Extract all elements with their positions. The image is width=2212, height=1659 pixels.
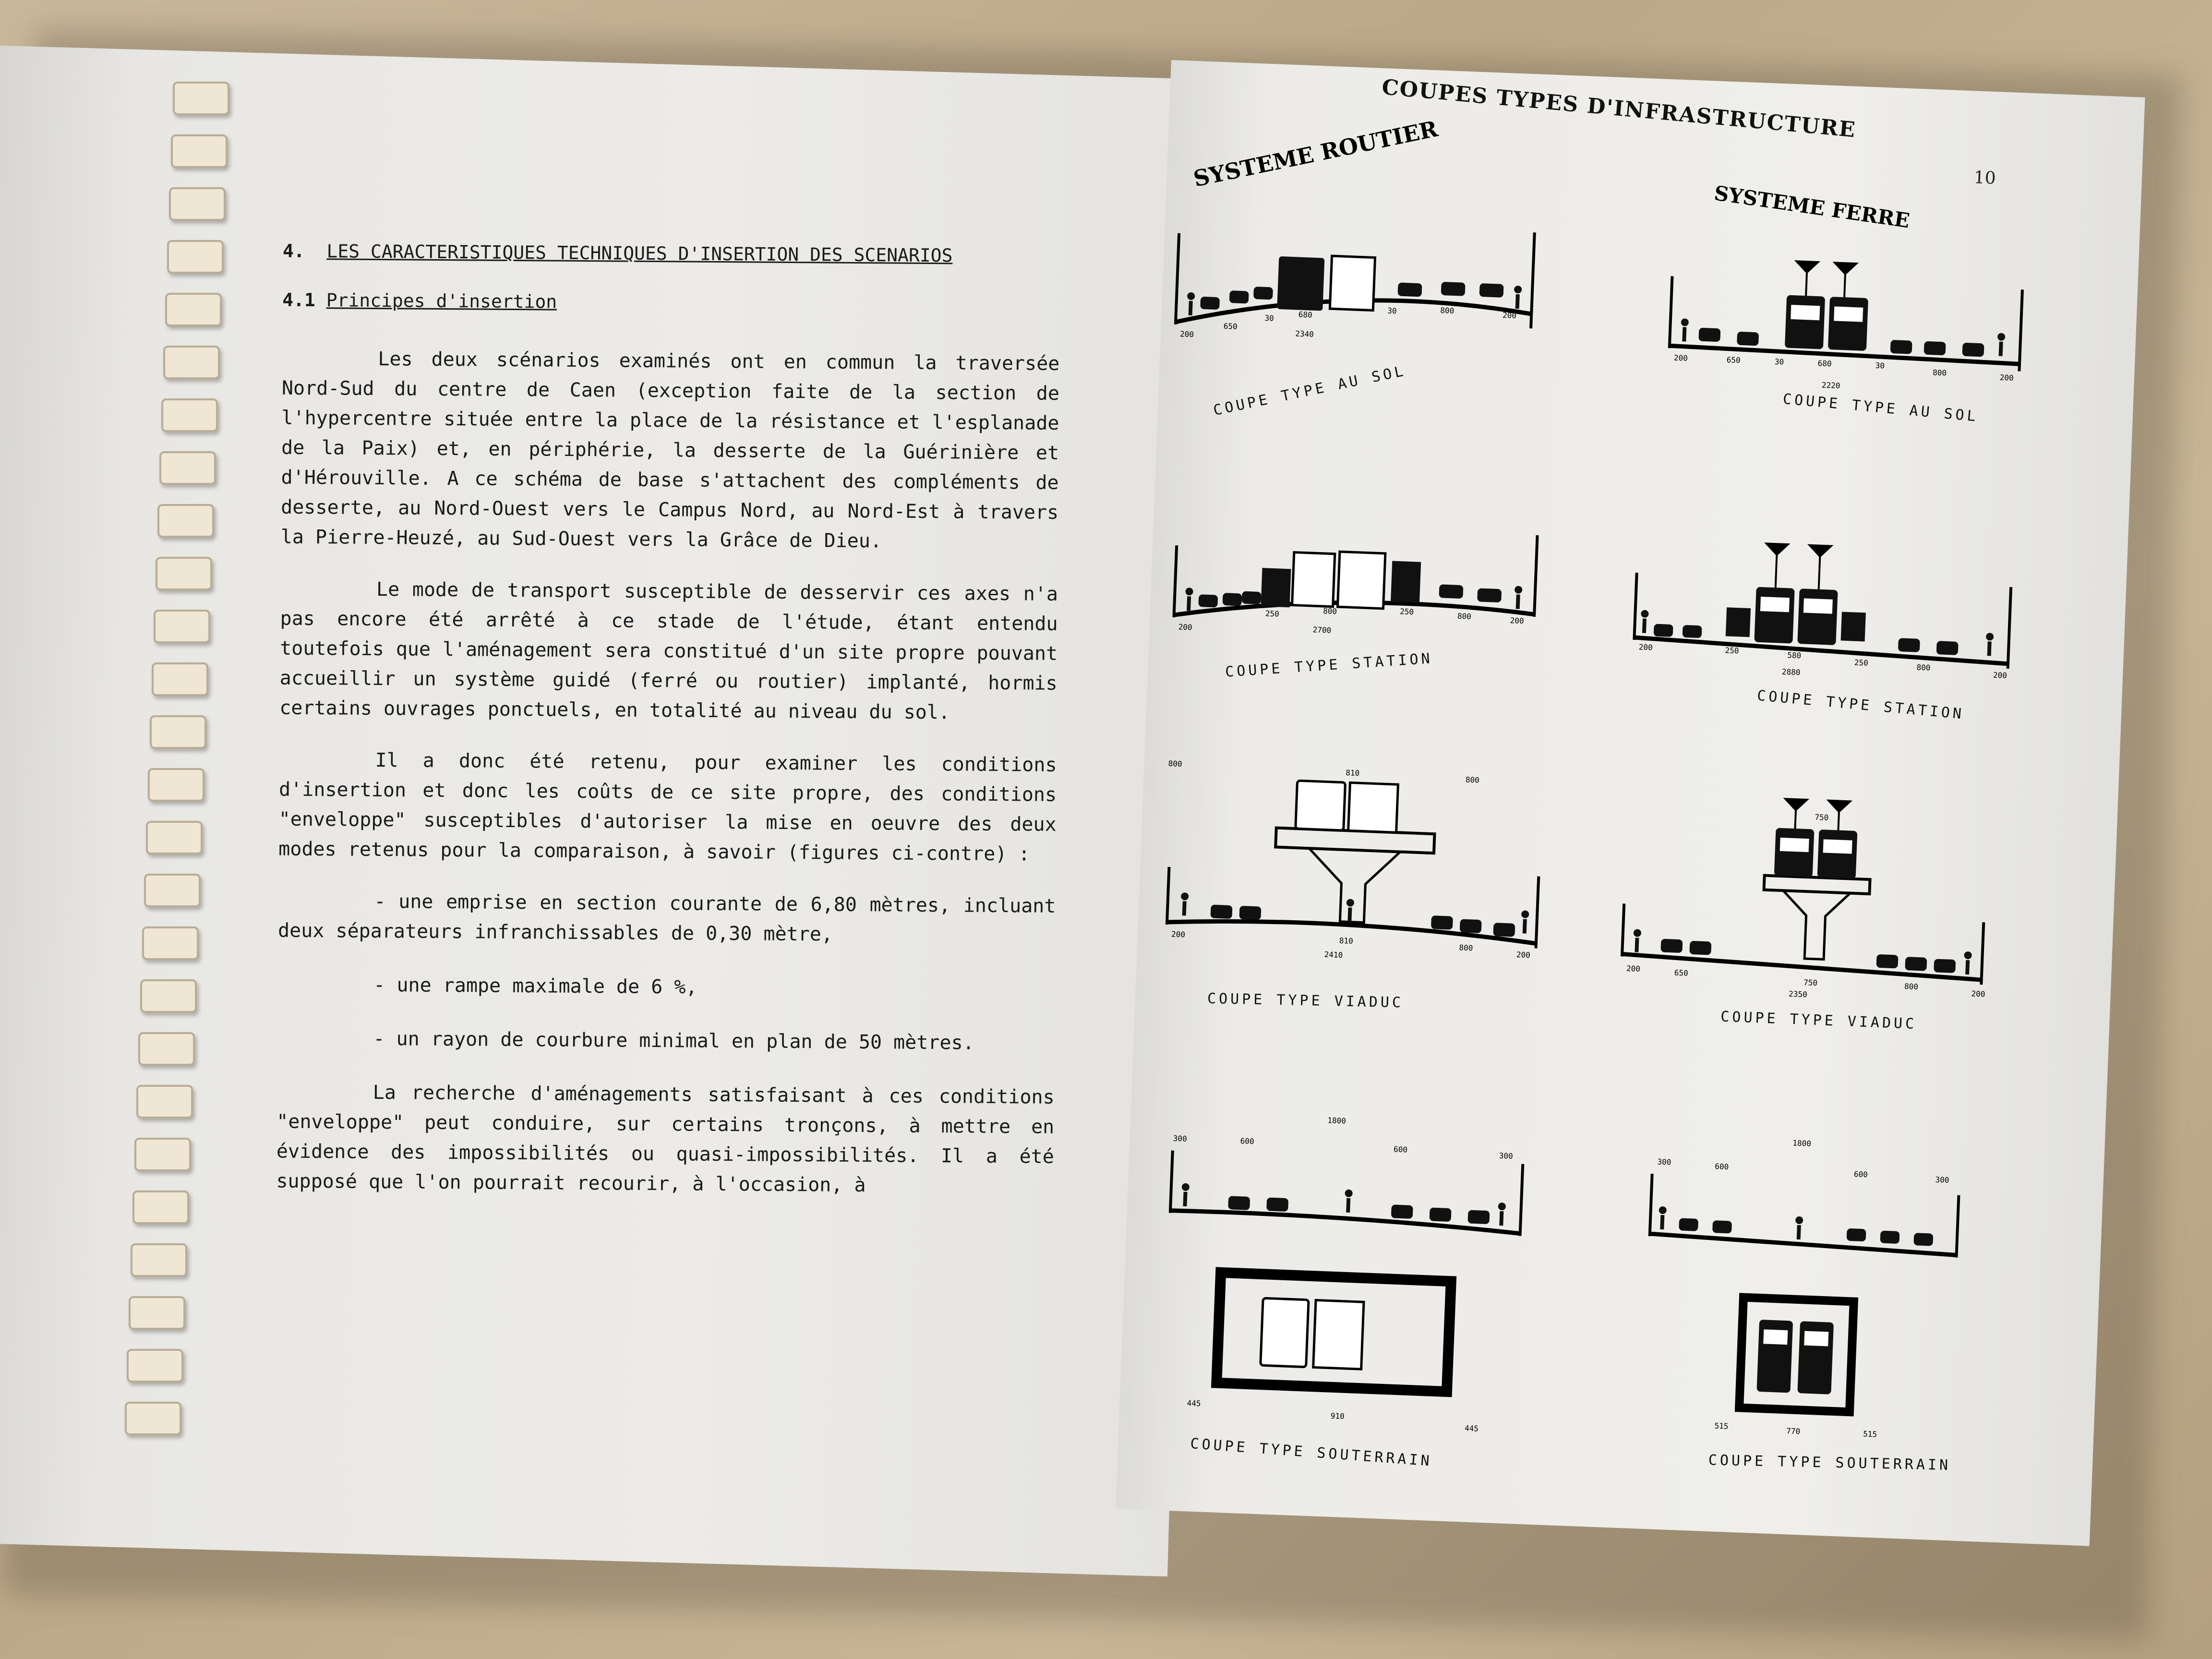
dim-label: 800 <box>1904 982 1919 992</box>
dim-label: 600 <box>1714 1162 1729 1172</box>
binding-ring <box>167 240 224 274</box>
binding-ring <box>152 662 208 696</box>
paragraph-3: Il a donc été retenu, pour examiner les conditions d'insertion et donc les coûts de ce site propre, des conditions "enveloppe" susceptibles d'autoriser la mise en oeuvre des deux modes retenus pour la comparaison, à savoir (figures ci-contre) : <box>278 749 1057 866</box>
dim-label: 750 <box>1815 812 1829 822</box>
binding-ring <box>146 821 203 854</box>
dim-label: 30 <box>1264 313 1274 323</box>
dim-label: 200 <box>1516 950 1531 960</box>
dim-label: 250 <box>1265 609 1280 619</box>
spiral-binding <box>144 72 240 1560</box>
binding-ring <box>154 610 210 643</box>
dim-label: 200 <box>1993 670 2008 680</box>
bullet-2: - une rampe maximale de 6 %, <box>373 974 697 998</box>
section-heading <box>283 236 1060 271</box>
binding-ring <box>161 398 218 432</box>
rail-ground-section <box>1663 238 2053 406</box>
road-station-section <box>1168 493 1558 661</box>
dim-label: 800 <box>1457 611 1472 621</box>
dim-label: 800 <box>1465 775 1480 785</box>
dim-label: 680 <box>1298 310 1313 320</box>
heading-text: LES CARACTERISTIQUES TECHNIQUES D'INSERTION DES SCENARIOS <box>326 240 953 266</box>
dim-label: 580 <box>1787 650 1802 661</box>
dim-label: 810 <box>1345 768 1360 778</box>
dim-label: 2700 <box>1312 625 1332 635</box>
binding-ring <box>136 1085 193 1118</box>
binding-ring <box>132 1190 189 1224</box>
dim-label: 30 <box>1875 361 1885 371</box>
dim-label: 650 <box>1674 968 1689 978</box>
dim-label: 800 <box>1916 662 1931 673</box>
dim-label: 300 <box>1657 1157 1671 1167</box>
dim-label: 1800 <box>1792 1138 1812 1148</box>
dim-label: 800 <box>1440 305 1455 315</box>
dim-label: 300 <box>1935 1175 1949 1185</box>
dim-label: 200 <box>1178 622 1192 632</box>
dim-label: 445 <box>1187 1398 1201 1408</box>
dim-label: 200 <box>1999 373 2014 383</box>
dim-label: 250 <box>1854 658 1869 668</box>
dim-label: 200 <box>1673 353 1688 363</box>
binding-ring <box>131 1243 187 1277</box>
dim-label: 30 <box>1774 357 1784 367</box>
dim-label: 2350 <box>1788 989 1808 999</box>
dim-label: 300 <box>1173 1133 1188 1143</box>
page-number: 10 <box>1973 168 1996 189</box>
dim-label: 650 <box>1223 321 1238 331</box>
binding-ring <box>148 768 204 802</box>
dim-label: 1800 <box>1327 1116 1346 1126</box>
dim-label: 200 <box>1626 963 1641 974</box>
binding-ring <box>159 451 216 485</box>
rail-tunnel-section <box>1637 1111 1986 1450</box>
dim-label: 750 <box>1803 977 1818 988</box>
caption-rail-tunnel: COUPE TYPE SOUTERRAIN <box>1708 1452 1951 1474</box>
binding-ring <box>140 979 197 1013</box>
dim-label: 810 <box>1339 936 1354 946</box>
binding-ring <box>156 557 212 590</box>
rail-station-section <box>1628 520 2027 698</box>
dim-label: 200 <box>1171 929 1186 939</box>
subheading-number: 4.1 <box>282 289 316 311</box>
dim-label: 680 <box>1817 359 1832 369</box>
binding-ring <box>138 1032 195 1066</box>
road-viaduct-section <box>1161 752 1552 977</box>
rail-system-label: SYSTEME FERRE <box>1712 181 1911 233</box>
caption-rail-station: COUPE TYPE STATION <box>1756 687 1965 723</box>
binding-ring <box>173 82 229 115</box>
binding-ring <box>157 504 214 538</box>
figure-title: COUPES TYPES D'INFRASTRUCTURE <box>1381 75 1857 143</box>
subheading-text: Principes d'insertion <box>326 289 557 313</box>
dim-label: 770 <box>1786 1426 1801 1436</box>
binding-ring <box>134 1138 191 1171</box>
dim-label: 800 <box>1322 606 1337 616</box>
binding-ring <box>171 134 228 168</box>
dim-label: 600 <box>1393 1144 1408 1154</box>
dim-label: 200 <box>1971 989 1985 999</box>
dim-label: 2340 <box>1295 329 1314 339</box>
dim-label: 600 <box>1240 1136 1254 1146</box>
dim-label: 910 <box>1330 1411 1345 1421</box>
dim-label: 2410 <box>1324 950 1343 960</box>
road-ground-section <box>1169 204 1559 373</box>
bullet-3: - un rayon de courbure minimal en plan de 50 mètres. <box>373 1027 974 1054</box>
caption-rail-viaduct: COUPE TYPE VIADUC <box>1720 1008 1917 1033</box>
dim-label: 800 <box>1459 943 1473 953</box>
binding-ring <box>144 874 201 907</box>
dim-label: 250 <box>1399 607 1414 617</box>
paragraph-2: Le mode de transport susceptible de desservir ces axes n'a pas encore été arrêté à ce stade de l'étude, étant entendu toutefois que l'aménagement sera constitué d'un site propre pouvant accueillir un système guidé (ferré ou routier) implanté, hormis certains ouvrages ponctuels, en totalité au niveau du sol. <box>279 578 1058 724</box>
figure-area <box>1116 60 2145 1546</box>
dim-label: 250 <box>1725 646 1739 656</box>
dim-label: 200 <box>1179 329 1194 339</box>
caption-rail-ground: COUPE TYPE AU SOL <box>1782 390 1980 425</box>
binding-ring <box>125 1402 181 1435</box>
binding-ring <box>169 187 226 221</box>
heading-number: 4. <box>282 240 305 262</box>
binding-ring <box>150 715 206 749</box>
dim-label: 200 <box>1502 310 1517 320</box>
dim-label: 2880 <box>1781 667 1801 677</box>
caption-road-station: COUPE TYPE STATION <box>1225 650 1433 681</box>
dim-label: 800 <box>1168 758 1182 769</box>
right-page <box>1116 60 2145 1546</box>
paragraph-1: Les deux scénarios examinés ont en commun la traversée Nord-Sud du centre de Caen (exception faite de la section de l'hypercentre située entre la place de la résistance et l'esplanade de la Paix) et, en périphérie, la desserte de la Guérinière et d'Hérouville. A ce schéma de base s'attachent des compléments de desserte, au Nord-Ouest vers le Campus Nord, au Nord-Est à travers la Pierre-Heuzé, au Sud-Ouest vers la Grâce de Dieu. <box>280 348 1060 553</box>
subsection-heading <box>282 285 1060 320</box>
dim-label: 300 <box>1499 1151 1514 1161</box>
dim-label: 515 <box>1714 1421 1729 1431</box>
binding-ring <box>165 293 222 326</box>
bullet-1: - une emprise en section courante de 6,80 mètres, incluant deux séparateurs infranchissables de 0,30 mètre, <box>277 890 1056 946</box>
caption-road-ground: COUPE TYPE AU SOL <box>1212 362 1408 420</box>
dim-label: 2220 <box>1821 380 1840 390</box>
dim-label: 650 <box>1726 355 1741 365</box>
binding-ring <box>129 1296 185 1330</box>
binding-ring <box>127 1349 183 1382</box>
rail-viaduct-section <box>1616 783 2008 1009</box>
dim-label: 515 <box>1863 1429 1877 1439</box>
dim-label: 600 <box>1853 1169 1868 1179</box>
caption-road-tunnel: COUPE TYPE SOUTERRAIN <box>1190 1435 1433 1470</box>
caption-road-viaduct: COUPE TYPE VIADUC <box>1207 990 1404 1011</box>
left-page-text <box>276 236 1060 1224</box>
dim-label: 200 <box>1510 615 1524 626</box>
road-system-label: SYSTEME ROUTIER <box>1191 115 1440 192</box>
dim-label: 200 <box>1638 642 1653 652</box>
dim-label: 800 <box>1932 368 1947 378</box>
dim-label: 30 <box>1387 306 1397 316</box>
binding-ring <box>163 346 220 379</box>
road-tunnel-section <box>1157 1093 1535 1443</box>
dim-label: 445 <box>1464 1423 1479 1433</box>
closing-paragraph: La recherche d'aménagements satisfaisant à ces conditions "enveloppe" peut conduire, sur certains tronçons, à mettre en évidence des impossibilités ou quasi-impossibilités. Il a été supposé que l'on pourrait recourir, à l'occasion, à <box>276 1081 1055 1197</box>
binding-ring <box>142 926 199 960</box>
